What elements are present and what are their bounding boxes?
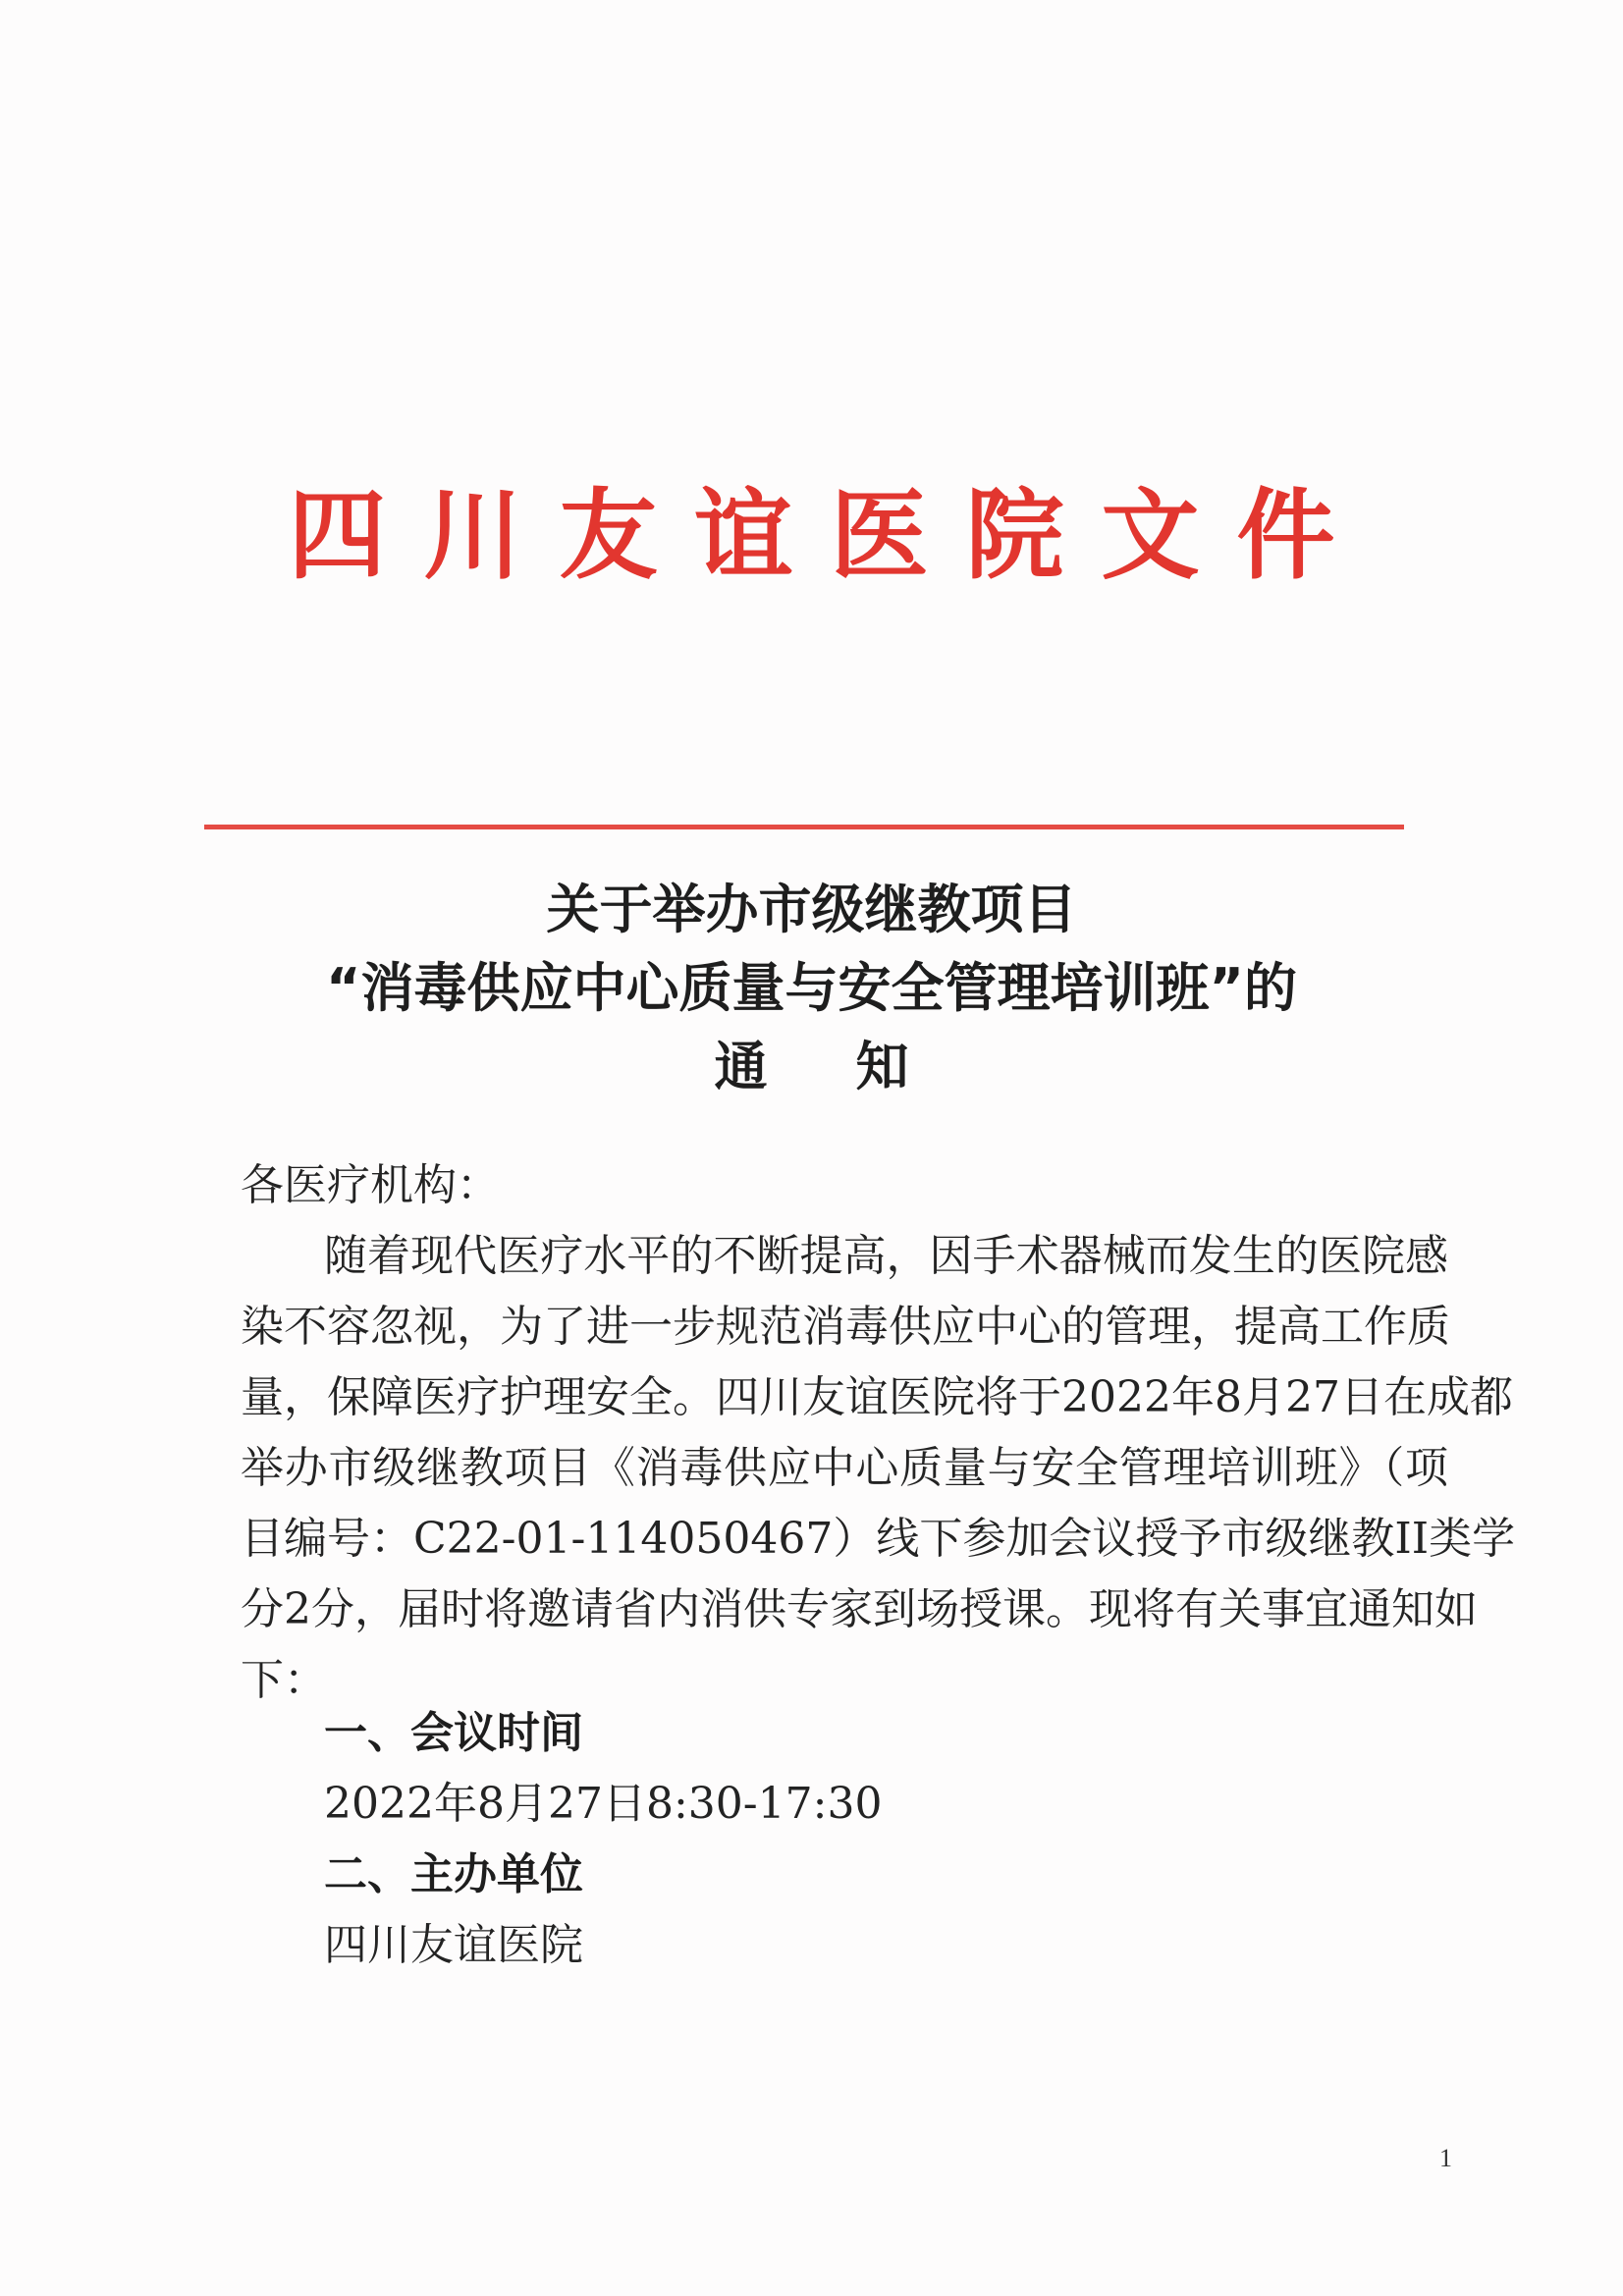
section-content-organizer: 四川友谊医院 — [324, 1920, 583, 1970]
section-heading-organizer: 二、主办单位 — [324, 1849, 583, 1899]
page-number: 1 — [1439, 2144, 1452, 2172]
section-content-meeting-time: 2022年8月27日8:30-17:30 — [324, 1779, 883, 1829]
notice-title-line-1: 关于举办市级继教项目 — [546, 879, 1077, 940]
letterhead-divider — [204, 825, 1404, 829]
notice-title-line-2: “消毒供应中心质量与安全管理培训班”的 — [326, 957, 1297, 1019]
body-line: 随着现代医疗水平的不断提高，因手术器械而发生的医院感 — [324, 1231, 1448, 1281]
body-line: 目编号：C22-01-114050467）线下参加会议授予市级继教II类学 — [241, 1514, 1516, 1564]
letterhead-title: 四川友谊医院文件 — [288, 477, 1373, 593]
salutation: 各医疗机构： — [241, 1160, 500, 1210]
body-line: 分2分，届时将邀请省内消供专家到场授课。现将有关事宜通知如 — [241, 1584, 1478, 1634]
body-line: 下： — [241, 1655, 327, 1705]
notice-title-line-3: 通知 — [714, 1036, 998, 1097]
body-line: 量，保障医疗护理安全。四川友谊医院将于2022年8月27日在成都 — [241, 1372, 1513, 1422]
section-heading-meeting-time: 一、会议时间 — [324, 1708, 583, 1758]
body-line: 染不容忽视，为了进一步规范消毒供应中心的管理，提高工作质 — [241, 1302, 1450, 1352]
body-line: 举办市级继教项目《消毒供应中心质量与安全管理培训班》（项 — [241, 1443, 1448, 1493]
